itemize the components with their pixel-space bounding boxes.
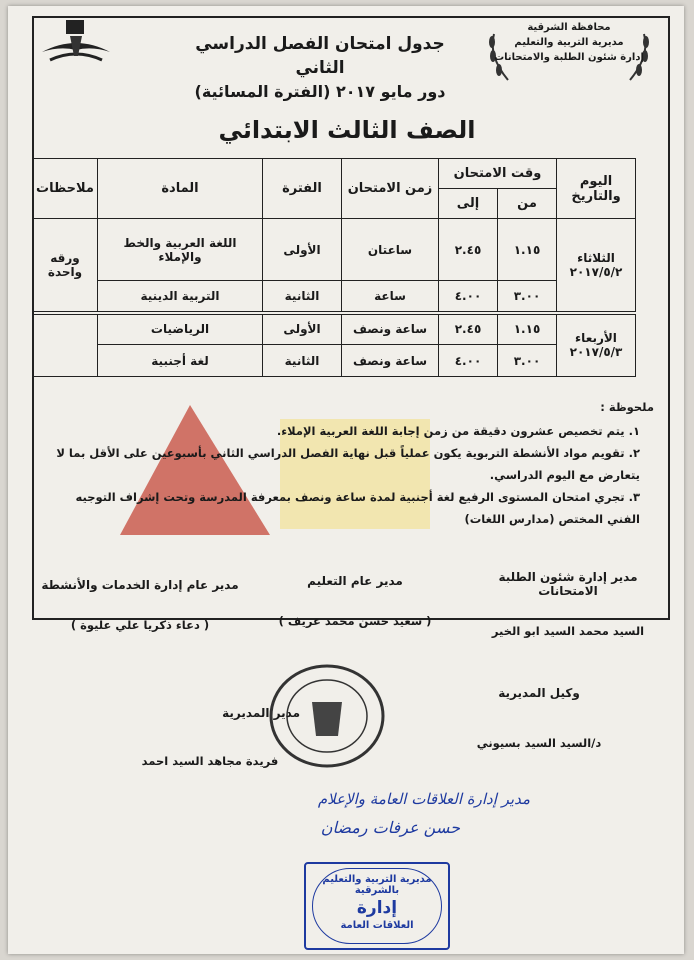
date-label: ٢٠١٧/٥/٢ — [569, 264, 623, 279]
day-date-cell — [557, 313, 636, 377]
day-label: الثلاثاء — [577, 250, 615, 265]
stamp-word: إدارة — [356, 898, 398, 918]
document-title-block — [170, 32, 470, 104]
header-to: إلى — [439, 189, 498, 219]
subject-cell: اللغة العربية والخط والإملاء — [98, 219, 263, 281]
exam-schedule-table — [32, 158, 636, 377]
signature-name: السيد محمد السيد ابو الخير — [491, 624, 645, 638]
note-item: ٢. تقويم مواد الأنشطة التربوية يكون عملياً قبل نهاية الفصل الدراسي الثاني بأسبوعين على الأقل بما لا يتعارض مع اليوم الدراسي. — [56, 446, 640, 482]
subject-cell: التربية الدينية — [98, 281, 263, 313]
issuer-block — [494, 20, 644, 65]
signature-title: مدير عام إدارة الخدمات والأنشطة — [41, 578, 239, 592]
signature-name: ( دعاء ذكريا علي عليوة ) — [70, 618, 210, 632]
signature-name: ( سعيد حسن محمد عريف ) — [278, 614, 432, 628]
signature-general-education — [270, 574, 440, 628]
to-cell: ٤.٠٠ — [439, 345, 498, 377]
session-label: دور مايو ٢٠١٧ (الفترة المسائية) — [194, 82, 446, 101]
duration-cell: ساعة ونصف — [342, 345, 439, 377]
governorate-label: محافظة الشرقية — [527, 22, 611, 33]
grade-heading: الصف الثالث الابتدائي — [218, 116, 476, 144]
duration-cell: ساعة ونصف — [342, 313, 439, 345]
table-row — [33, 281, 636, 313]
stamp-bottom-text: العلاقات العامة — [340, 920, 414, 931]
table-row — [33, 313, 636, 345]
notes-cell: ورقه واحدة — [33, 219, 98, 313]
signature-title: وكيل المديرية — [498, 686, 580, 700]
period-cell: الأولى — [263, 313, 342, 345]
signature-general-services — [30, 578, 250, 632]
signature-title: مدير المديرية — [222, 706, 300, 720]
duration-cell: ساعتان — [342, 219, 439, 281]
header-day-date: اليوم والتاريخ — [557, 159, 636, 219]
date-label: ٢٠١٧/٥/٣ — [569, 345, 623, 360]
from-cell: ١.١٥ — [498, 219, 557, 281]
stamp-ring-text: مديرية التربية والتعليم بالشرقية — [322, 874, 432, 896]
header-period: الفترة — [263, 159, 342, 219]
signature-title: مدير إدارة شئون الطلبة الامتحانات — [498, 570, 638, 598]
to-cell: ٢.٤٥ — [439, 313, 498, 345]
header-from: من — [498, 189, 557, 219]
notes-cell — [33, 313, 98, 377]
subject-cell: الرياضيات — [98, 313, 263, 345]
directorate-label: مديرية التربية والتعليم — [514, 37, 624, 48]
signature-name: فريدة مجاهد السيد احمد — [141, 754, 279, 768]
notes-title: ملحوظة : — [600, 400, 654, 414]
signature-deputy — [474, 686, 604, 750]
period-cell: الثانية — [263, 281, 342, 313]
header-subject: المادة — [98, 159, 263, 219]
rectangular-stamp — [304, 862, 450, 950]
signature-exams-director — [468, 570, 668, 638]
notes-section — [44, 396, 654, 530]
note-item: ٣. تجري امتحان المستوى الرفيع لغة أجنبية لمدة ساعة ونصف بمعرفة المدرسة وتحت إشراف التوجيه الفني المختص (مدارس اللغات) — [75, 490, 640, 526]
table-row — [33, 345, 636, 377]
table-row — [33, 219, 636, 281]
signature-name: د/السيد السيد بسيوني — [476, 736, 602, 750]
handwritten-signature: حسن عرفات رمضان — [320, 818, 460, 837]
header-notes: ملاحظات — [33, 159, 98, 219]
signature-title: مدير عام التعليم — [307, 574, 403, 588]
document-title: جدول امتحان الفصل الدراسي الثاني — [195, 34, 445, 78]
header-duration: زمن الامتحان — [342, 159, 439, 219]
to-cell: ٤.٠٠ — [439, 281, 498, 313]
handwritten-note-title: مدير إدارة العلاقات العامة والإعلام — [317, 790, 530, 808]
note-item: ١. يتم تخصيص عشرون دقيقة من زمن إجابة اللغة العربية الإملاء. — [276, 424, 640, 438]
to-cell: ٢.٤٥ — [439, 219, 498, 281]
day-label: الأربعاء — [575, 331, 617, 346]
eagle-logo-icon — [36, 16, 116, 76]
from-cell: ٣.٠٠ — [498, 345, 557, 377]
header-exam-time: وقت الامتحان — [439, 159, 557, 189]
from-cell: ١.١٥ — [498, 313, 557, 345]
period-cell: الثانية — [263, 345, 342, 377]
period-cell: الأولى — [263, 219, 342, 281]
signature-directorate-director — [90, 706, 330, 768]
subject-cell: لغة أجنبية — [98, 345, 263, 377]
duration-cell: ساعة — [342, 281, 439, 313]
from-cell: ٣.٠٠ — [498, 281, 557, 313]
day-date-cell — [557, 219, 636, 313]
department-label: إدارة شئون الطلبة والامتحانات — [494, 52, 644, 63]
